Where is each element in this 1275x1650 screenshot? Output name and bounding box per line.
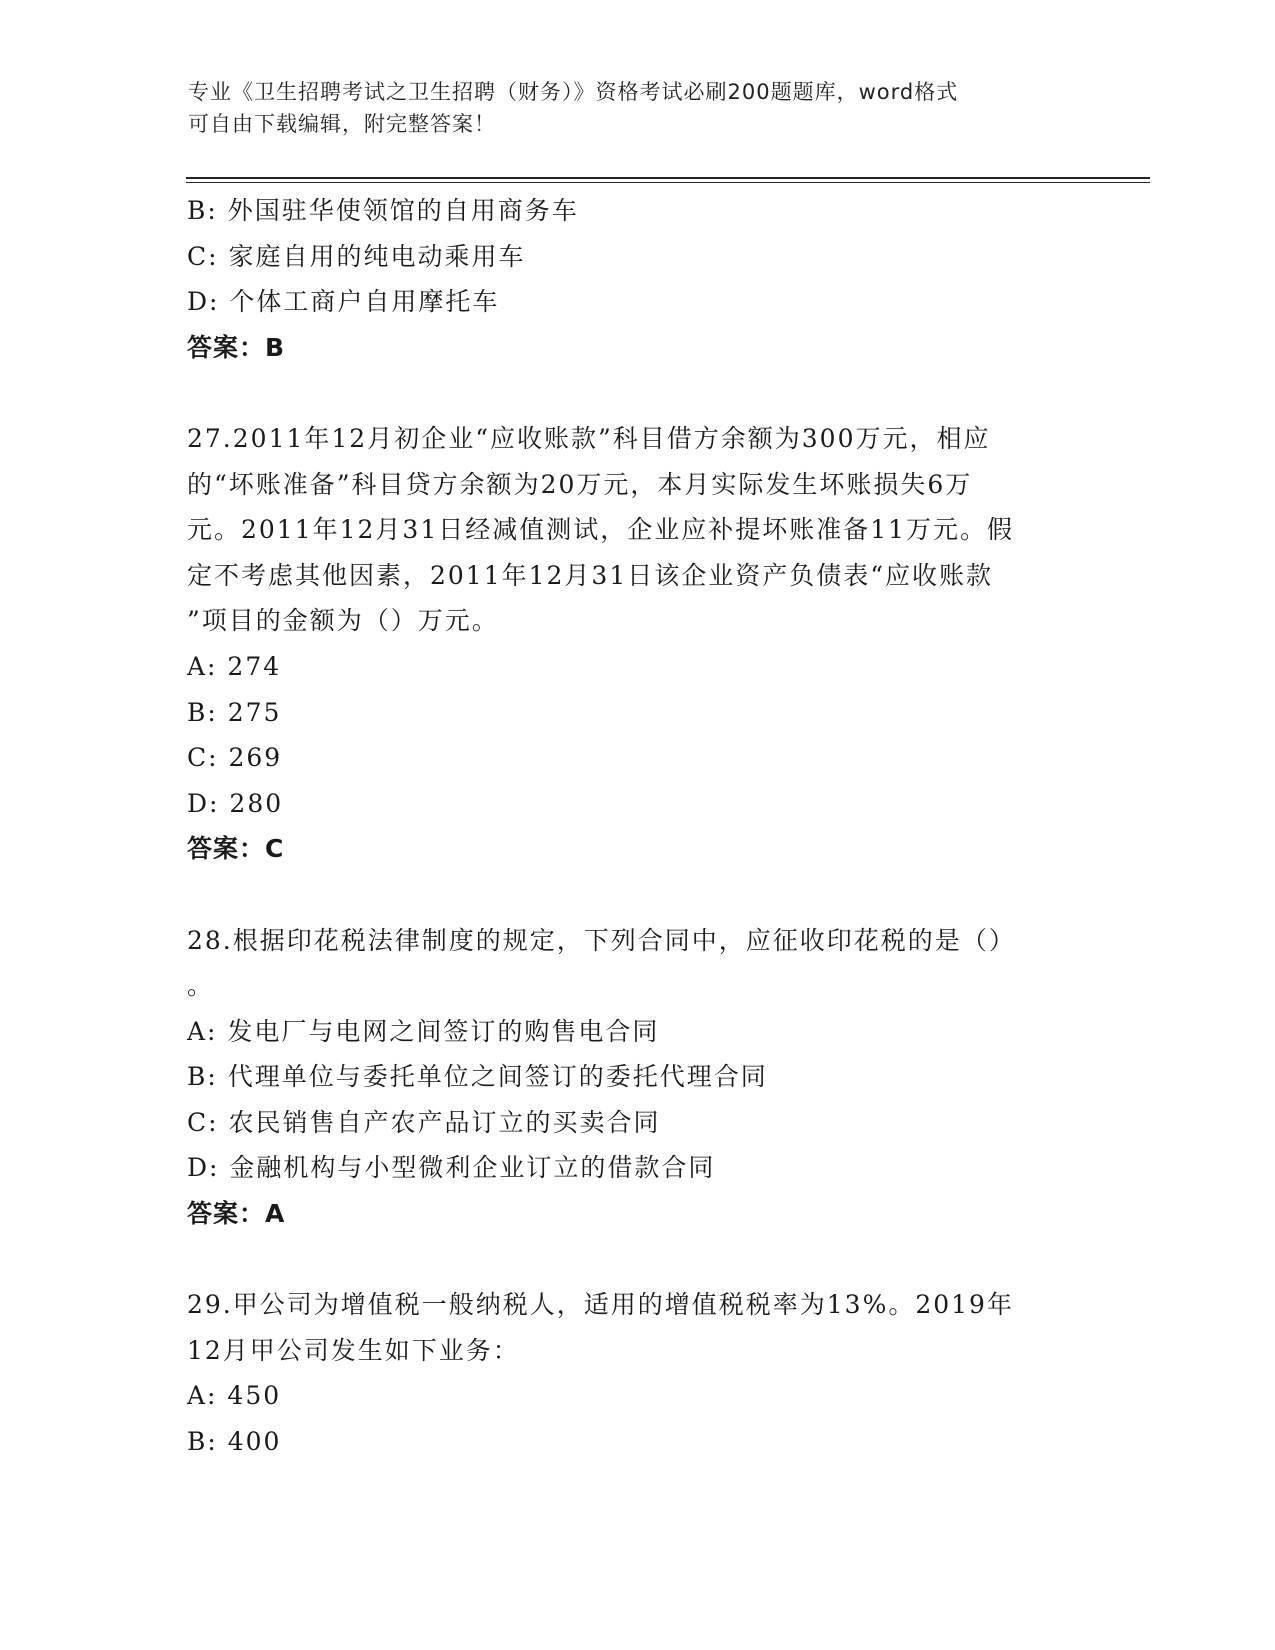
question-28-answer: 答案：A xyxy=(187,1199,286,1229)
question-list xyxy=(187,188,1087,1465)
question-27-text-line: 27.2011年12月初企业“应收账款”科目借方余额为300万元，相应 xyxy=(187,423,991,453)
option-c: C: 农民销售自产农产品订立的买卖合同 xyxy=(187,1107,661,1137)
prev-question-answer: 答案：B xyxy=(187,332,286,362)
question-28 xyxy=(187,918,1087,1237)
spacer xyxy=(187,370,1087,416)
spacer xyxy=(187,872,1087,918)
option-a: A: 发电厂与电网之间签订的购售电合同 xyxy=(187,1016,660,1046)
option-b: B: 代理单位与委托单位之间签订的委托代理合同 xyxy=(187,1062,768,1092)
option-a: A: 274 xyxy=(187,651,282,681)
option-b: B: 400 xyxy=(187,1427,282,1457)
option-b: B: 外国驻华使领馆的自用商务车 xyxy=(187,196,579,225)
prev-question-options xyxy=(187,188,1087,325)
question-27-text-line: 元。2011年12月31日经减值测试，企业应补提坏账准备11万元。假 xyxy=(187,515,1015,545)
option-d: D: 280 xyxy=(187,788,284,818)
question-27-text-line: 定不考虑其他因素，2011年12月31日该企业资产负债表“应收账款 xyxy=(187,560,994,590)
header-divider-thick xyxy=(186,177,1150,179)
question-29-text-line: 12月甲公司发生如下业务： xyxy=(187,1335,520,1365)
header-title-line-2: 可自由下载编辑，附完整答案！ xyxy=(188,112,496,136)
option-c: C: 269 xyxy=(187,743,283,773)
option-b: B: 275 xyxy=(187,697,282,727)
question-27-text-line: 的“坏账准备”科目贷方余额为20万元，本月实际发生坏账损失6万 xyxy=(187,469,973,499)
option-a: A: 450 xyxy=(187,1381,282,1411)
question-29 xyxy=(187,1282,1087,1464)
option-c: C: 家庭自用的纯电动乘用车 xyxy=(187,241,526,271)
header-title-line-1: 专业《卫生招聘考试之卫生招聘（财务）》资格考试必刷200题题库，word格式 xyxy=(188,80,959,104)
question-27 xyxy=(187,416,1087,872)
spacer xyxy=(187,1237,1087,1283)
question-27-text-line: ”项目的金额为（）万元。 xyxy=(187,606,499,636)
question-28-text-line: 。 xyxy=(187,971,215,1001)
page-header xyxy=(188,76,1068,140)
option-d: D: 金融机构与小型微利企业订立的借款合同 xyxy=(187,1153,716,1183)
question-29-text-line: 29.甲公司为增值税一般纳税人，适用的增值税税率为13%。2019年 xyxy=(187,1290,1014,1320)
question-28-text-line: 28.根据印花税法律制度的规定，下列合同中，应征收印花税的是（） xyxy=(187,925,1016,955)
question-27-answer: 答案：C xyxy=(187,834,285,864)
option-d: D: 个体工商户自用摩托车 xyxy=(187,287,500,317)
header-divider-thin xyxy=(186,182,1150,183)
